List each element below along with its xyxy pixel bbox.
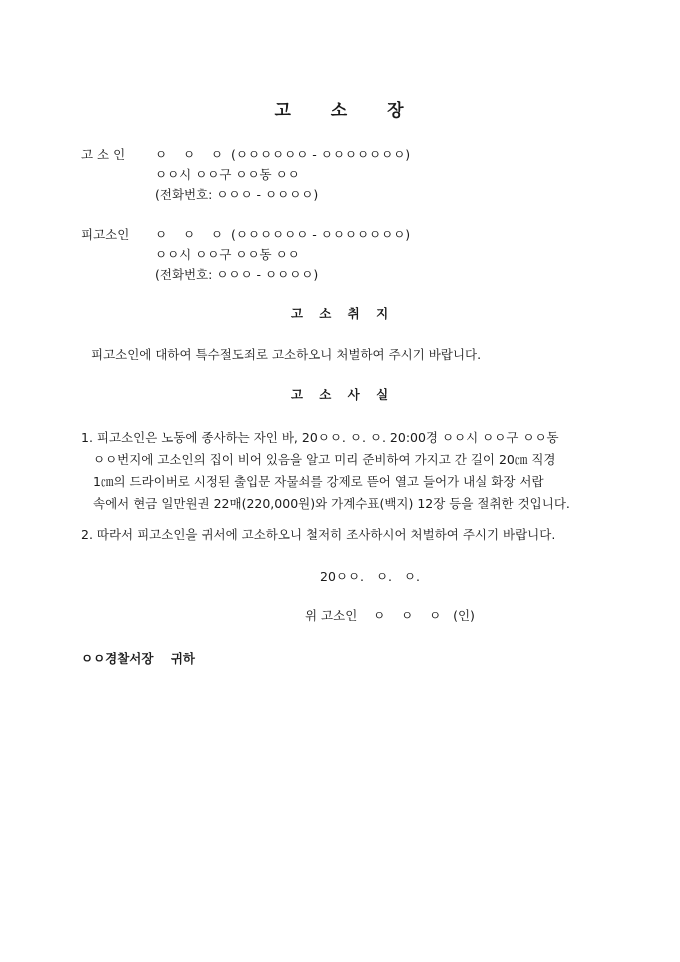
purpose-heading: 고 소 취 지 <box>290 306 390 321</box>
fact-paragraph-2: 2. 따라서 피고소인을 귀서에 고소하오니 철저히 조사하시어 처벌하여 주시기 바랍니다. <box>81 527 556 542</box>
defendant-phone: (전화번호: ㅇㅇㅇ - ㅇㅇㅇㅇ) <box>155 267 319 282</box>
purpose-text: 피고소인에 대하여 특수절도죄로 고소하오니 처벌하여 주시기 바랍니다. <box>91 347 482 362</box>
complainant-address: ㅇㅇ시 ㅇㅇ구 ㅇㅇ동 ㅇㅇ <box>155 167 300 182</box>
fact-1-line: 속에서 현금 일만원권 22매(220,000원)와 가계수표(백지) 12장 등을 절취한 것입니다. <box>93 496 570 511</box>
fact-1-line: ㅇㅇ번지에 고소인의 집이 비어 있음을 알고 미리 준비하여 가지고 간 길이 20㎝ 직경 <box>93 452 556 467</box>
document-title: 고 소 장 <box>274 101 406 121</box>
document-date: 20ㅇㅇ. ㅇ. ㅇ. <box>320 569 420 584</box>
fact-1-line: 1㎝의 드라이버로 시정된 출입문 자물쇠를 강제로 뜯어 열고 들어가 내실 화장 서랍 <box>93 474 544 489</box>
complainant-name-line: ㅇ ㅇ ㅇ (ㅇㅇㅇㅇㅇㅇ - ㅇㅇㅇㅇㅇㅇㅇ) <box>155 147 411 162</box>
fact-1-line: 1. 피고소인은 노동에 종사하는 자인 바, 20ㅇㅇ. ㅇ. ㅇ. 20:00경 ㅇㅇ시 ㅇㅇ구 ㅇㅇ동 <box>81 430 559 445</box>
complainant-signature: 위 고소인 ㅇ ㅇ ㅇ (인) <box>305 608 475 623</box>
defendant-address: ㅇㅇ시 ㅇㅇ구 ㅇㅇ동 ㅇㅇ <box>155 247 300 262</box>
defendant-name-line: ㅇ ㅇ ㅇ (ㅇㅇㅇㅇㅇㅇ - ㅇㅇㅇㅇㅇㅇㅇ) <box>155 227 411 242</box>
fact-paragraph-1 <box>81 427 601 515</box>
facts-heading: 고 소 사 실 <box>290 387 390 402</box>
addressee: ㅇㅇ경찰서장 귀하 <box>81 651 196 666</box>
complainant-phone: (전화번호: ㅇㅇㅇ - ㅇㅇㅇㅇ) <box>155 187 319 202</box>
defendant-label: 피고소인 <box>81 227 130 242</box>
complainant-label: 고 소 인 <box>81 147 126 162</box>
